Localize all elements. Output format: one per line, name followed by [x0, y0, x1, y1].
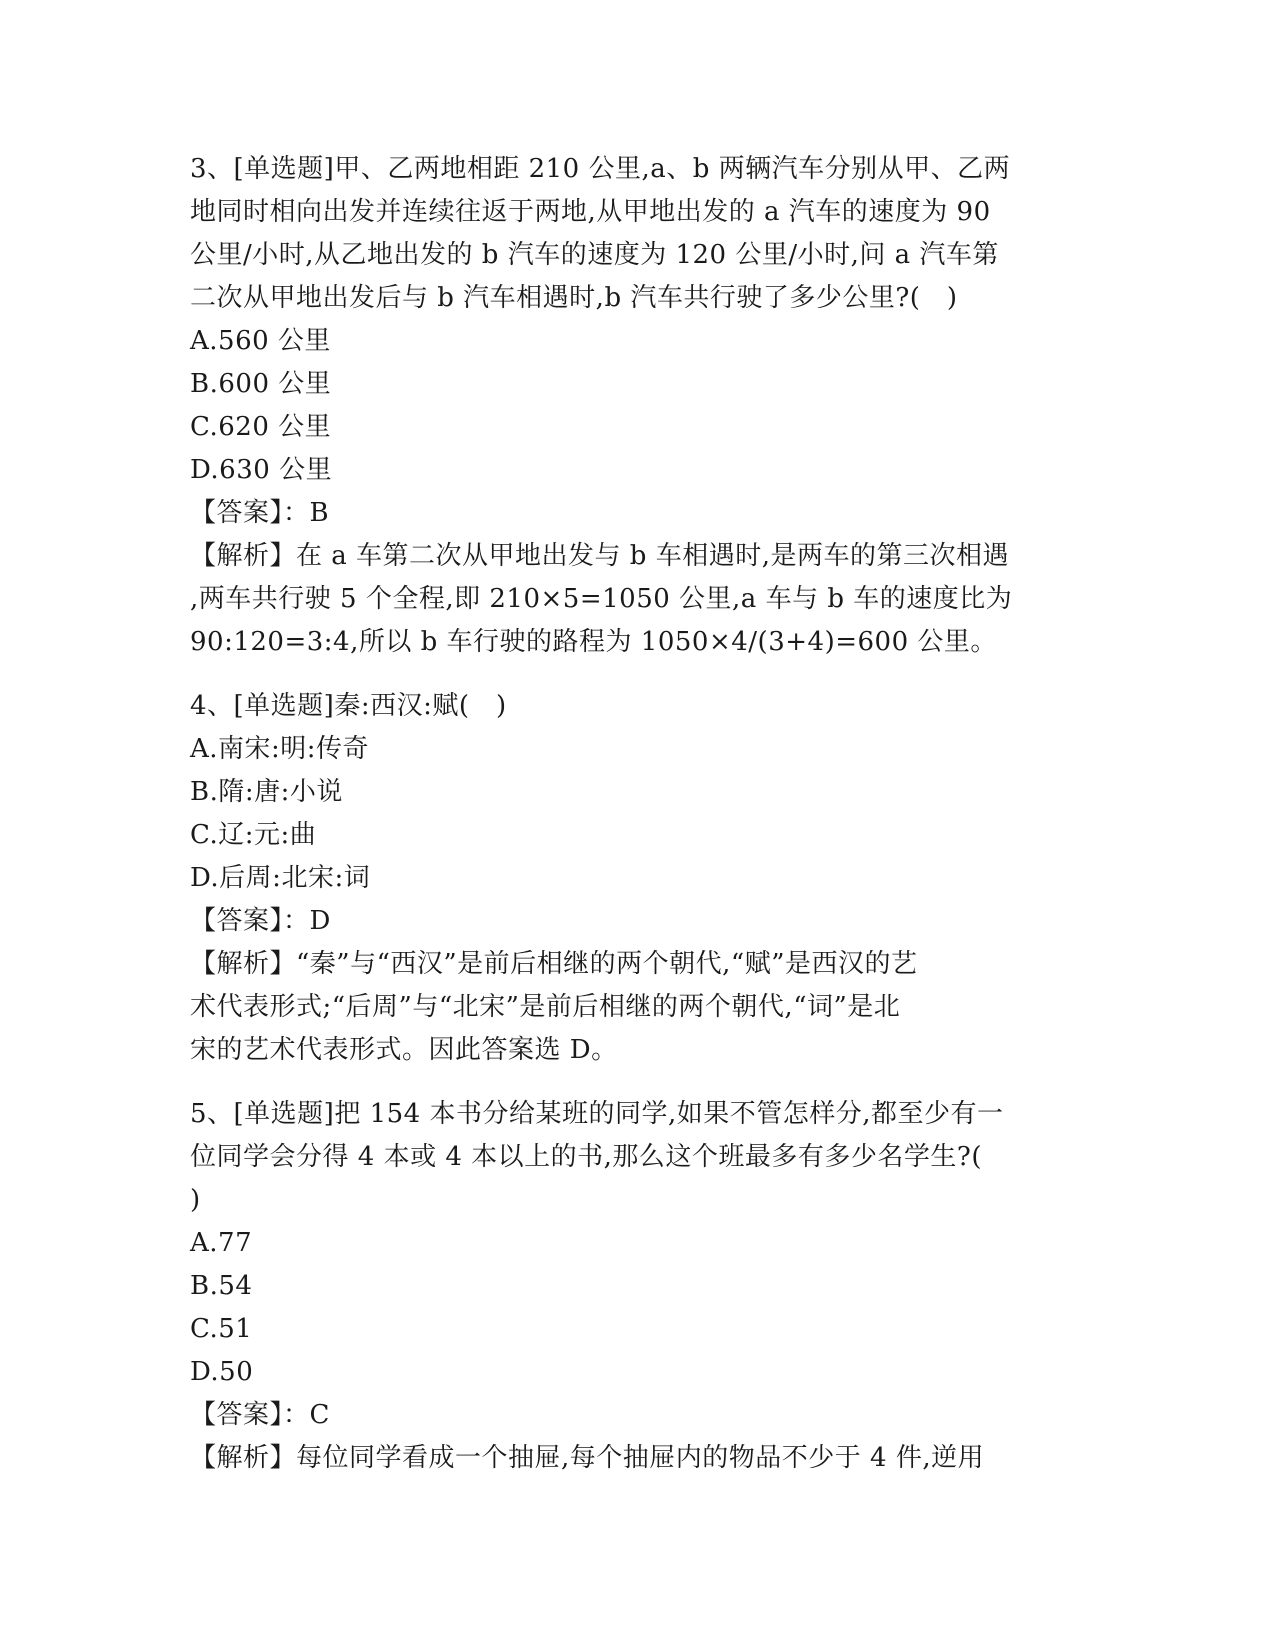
question-stem-line: )	[190, 1185, 201, 1215]
analysis-line: 90:120=3:4,所以 b 车行驶的路程为 1050×4/(3+4)=600 公里。	[190, 627, 997, 657]
answer-line: 【答案】：C	[190, 1400, 330, 1430]
option-b: B.54	[190, 1271, 253, 1301]
question-stem-line: 3、[单选题]甲、乙两地相距 210 公里,a、b 两辆汽车分别从甲、乙两	[190, 154, 1011, 184]
question-stem-line: 公里/小时,从乙地出发的 b 汽车的速度为 120 公里/小时,问 a 汽车第	[190, 240, 999, 270]
question-stem-line: 二次从甲地出发后与 b 汽车相遇时,b 汽车共行驶了多少公里?( )	[190, 283, 958, 313]
question-stem-line: 5、[单选题]把 154 本书分给某班的同学,如果不管怎样分,都至少有一	[190, 1099, 1004, 1129]
question-4	[190, 685, 1080, 1072]
option-d: D.50	[190, 1357, 254, 1387]
option-a: A.南宋:明:传奇	[190, 734, 370, 764]
question-5	[190, 1093, 1080, 1480]
option-b: B.隋:唐:小说	[190, 777, 343, 807]
option-a: A.77	[190, 1228, 253, 1258]
question-stem-line: 4、[单选题]秦:西汉:赋( )	[190, 691, 507, 721]
option-b: B.600 公里	[190, 369, 332, 399]
option-d: D.后周:北宋:词	[190, 863, 371, 893]
option-c: C.辽:元:曲	[190, 820, 317, 850]
analysis-line: ,两车共行驶 5 个全程,即 210×5=1050 公里,a 车与 b 车的速度比为	[190, 584, 1013, 614]
analysis-line: 【解析】每位同学看成一个抽屉,每个抽屉内的物品不少于 4 件,逆用	[190, 1443, 985, 1473]
analysis-line: 术代表形式;“后周”与“北宋”是前后相继的两个朝代,“词”是北	[190, 992, 901, 1022]
option-a: A.560 公里	[190, 326, 331, 356]
analysis-line: 【解析】“秦”与“西汉”是前后相继的两个朝代,“赋”是西汉的艺	[190, 949, 918, 979]
answer-line: 【答案】：B	[190, 498, 330, 528]
question-stem-line: 地同时相向出发并连续往返于两地,从甲地出发的 a 汽车的速度为 90	[190, 197, 991, 227]
option-d: D.630 公里	[190, 455, 333, 485]
analysis-line: 【解析】在 a 车第二次从甲地出发与 b 车相遇时,是两车的第三次相遇	[190, 541, 1009, 571]
question-list	[190, 148, 1080, 1501]
answer-line: 【答案】：D	[190, 906, 331, 936]
option-c: C.620 公里	[190, 412, 332, 442]
question-stem-line: 位同学会分得 4 本或 4 本以上的书,那么这个班最多有多少名学生?(	[190, 1142, 982, 1172]
question-3	[190, 148, 1080, 664]
analysis-line: 宋的艺术代表形式。因此答案选 D。	[190, 1035, 618, 1065]
option-c: C.51	[190, 1314, 253, 1344]
